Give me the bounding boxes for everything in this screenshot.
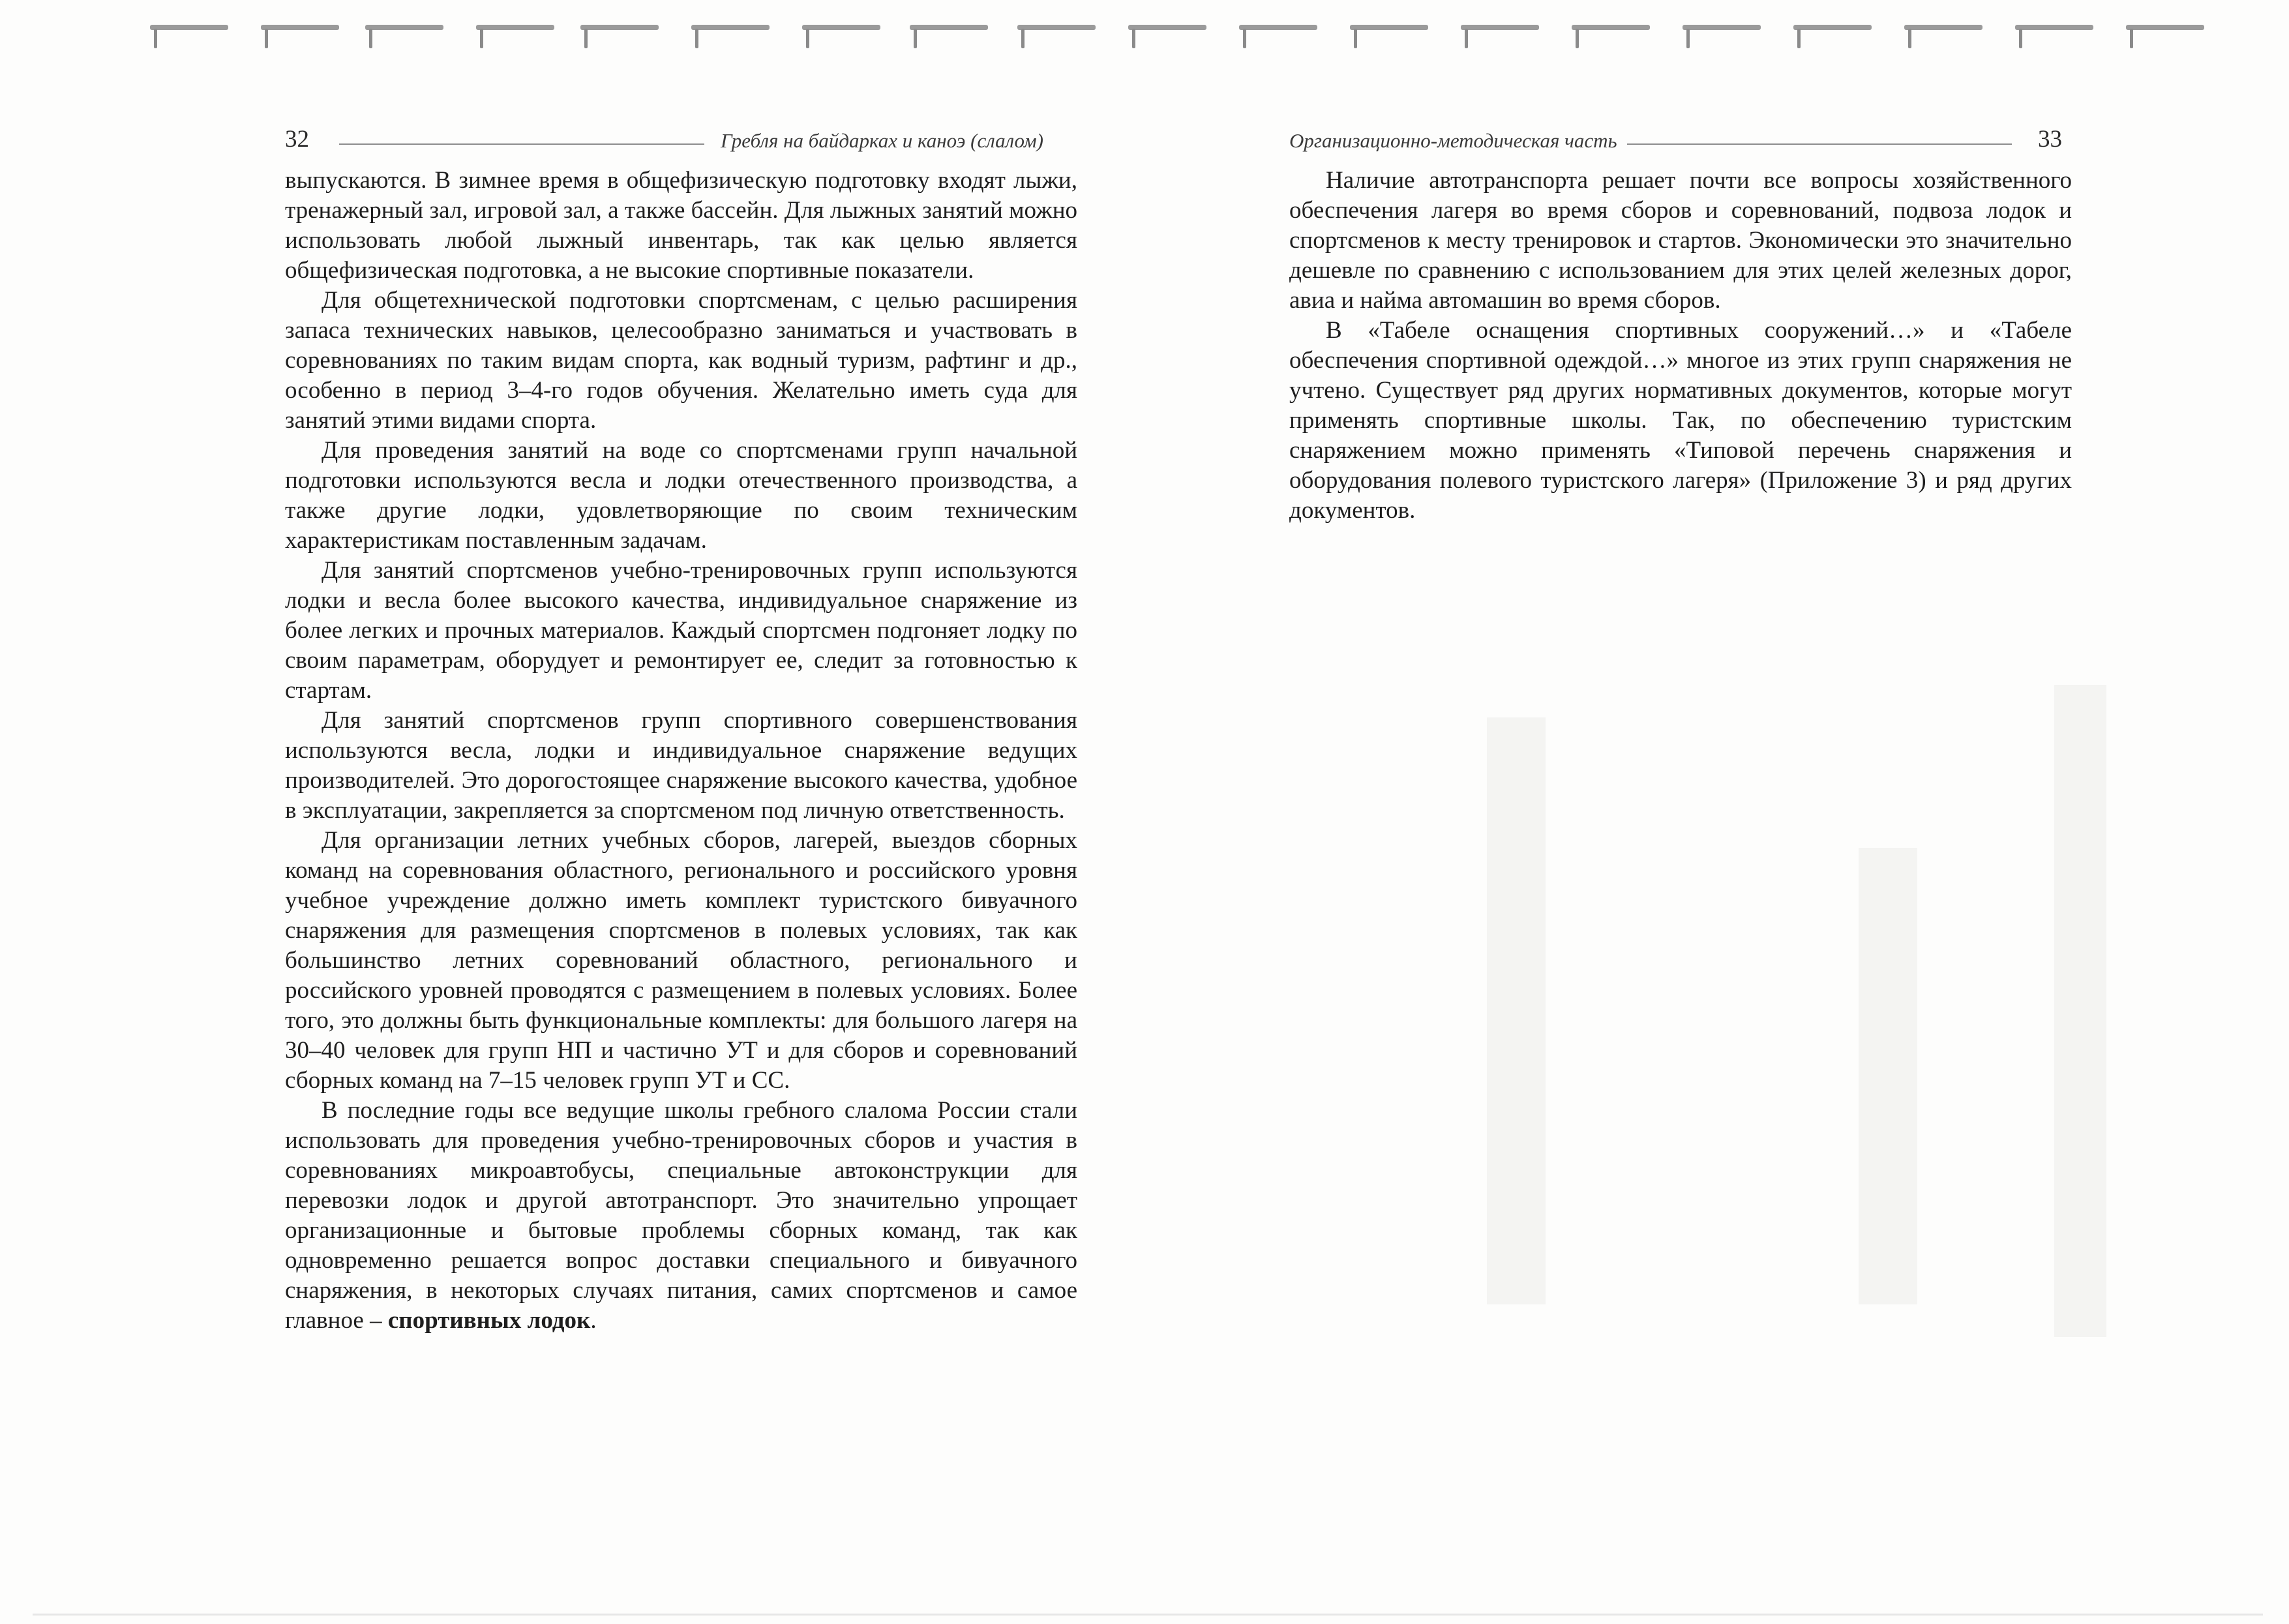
paragraph: Для общетехнической подготовки спортсменам, с целью расширения запаса технических навыков, целесообразно заниматься и участвовать в соревнованиях по таким видам спорта, как водный туризм, рафтинг и др., особенно в период 3–4-го годов обучения. Желательно иметь суда для занятий этими видами спорта. xyxy=(285,287,1077,434)
binding-mark xyxy=(691,25,770,30)
page-number-right: 33 xyxy=(2038,126,2062,153)
binding-mark xyxy=(261,25,339,30)
paragraph: Для организации летних учебных сборов, лагерей, выездов сборных команд на соревнования областного, регионального и российского уровня учебное учреждение должно иметь комплект туристского бивуачного снаряжения для размещения спортсменов в полевых условиях, так как большинство летних соревнований областного, регионального и российского уровней проводятся с размещением в полевых условиях. Более того, это должны быть функциональные комплекты: для большого лагеря на 30–40 человек для групп НП и частично УТ и для сборов и соревнований сборных команд на 7–15 человек групп УТ и СС. xyxy=(285,827,1077,1094)
binding-mark xyxy=(1461,25,1539,30)
binding-mark xyxy=(476,25,554,30)
right-page-body xyxy=(1289,166,2072,526)
header-rule-right xyxy=(1627,143,2012,145)
binding-mark xyxy=(1683,25,1761,30)
left-page-body xyxy=(285,166,1077,1336)
show-through-mark xyxy=(1859,848,1917,1304)
paragraph: Для проведения занятий на воде со спортсменами групп начальной подготовки используются весла и лодки отечественного производства, а также другие лодки, удовлетворяющие по своим техническим характеристикам поставленным задачам. xyxy=(285,437,1077,554)
page-number-left: 32 xyxy=(285,126,309,153)
paragraph: В «Табеле оснащения спортивных сооружений…» и «Табеле обеспечения спортивной одеждой…» многое из этих групп снаряжения не учтено. Существует ряд других нормативных документов, которые могут применять спортивные школы. Так, по обеспечению туристским снаряжением можно применять «Типовой перечень снаряжения и оборудования полевого туристского лагеря» (Приложение 3) и ряд других документов. xyxy=(1289,317,2072,524)
paragraph-text: В последние годы все ведущие школы гребного слалома России стали использовать для проведения учебно-тренировочных сборов и участия в соревнованиях микроавтобусы, специальные автоконструкции для перевозки лодок и другой автотранспорт. Это значительно упрощает организационные и бытовые проблемы сборных команд, так как одновременно решается вопрос доставки специального и бивуачного снаряжения, в некоторых случаях питания, самих спортсменов и самое главное – xyxy=(285,1097,1077,1334)
binding-mark xyxy=(365,25,443,30)
binding-mark xyxy=(1572,25,1650,30)
paragraph-end: . xyxy=(590,1307,597,1334)
binding-mark xyxy=(150,25,228,30)
paragraph: Для занятий спортсменов групп спортивного совершенствования используются весла, лодки и индивидуальное снаряжение ведущих производителей. Это дорогостоящее снаряжение высокого качества, удобное в эксплуатации, закрепляется за спортсменом под личную ответственность. xyxy=(285,707,1077,824)
binding-mark xyxy=(1017,25,1096,30)
binding-mark xyxy=(910,25,988,30)
binding-mark xyxy=(580,25,659,30)
binding-mark xyxy=(1128,25,1206,30)
header-rule-left xyxy=(339,143,704,145)
bold-emphasis: спортивных лодок xyxy=(387,1307,591,1334)
paragraph xyxy=(285,1096,1077,1336)
binding-mark xyxy=(1239,25,1317,30)
show-through-mark xyxy=(2054,685,2106,1337)
binding-mark xyxy=(2126,25,2204,30)
show-through-mark xyxy=(1487,717,1546,1304)
binding-mark xyxy=(1350,25,1428,30)
page-bottom-edge xyxy=(33,1614,2263,1616)
paragraph: Для занятий спортсменов учебно-тренировочных групп используются лодки и весла более высокого качества, индивидуальное снаряжение из более легких и прочных материалов. Каждый спортсмен подгоняет лодку по своим параметрам, оборудует и ремонтирует ее, следит за готовностью к стартам. xyxy=(285,557,1077,704)
paragraph: выпускаются. В зимнее время в общефизическую подготовку входят лыжи, тренажерный зал, игровой зал, а также бассейн. Для лыжных занятий можно использовать любой лыжный инвентарь, так как целью является общефизическая подготовка, а не высокие спортивные показатели. xyxy=(285,167,1077,284)
binding-mark xyxy=(2015,25,2093,30)
binding-mark xyxy=(802,25,880,30)
binding-holes xyxy=(0,0,2289,59)
running-title-right: Организационно-методическая часть xyxy=(1289,129,1617,152)
binding-mark xyxy=(1793,25,1872,30)
binding-mark xyxy=(1904,25,1982,30)
running-title-left: Гребля на байдарках и каноэ (слалом) xyxy=(721,129,1043,152)
paragraph: Наличие автотранспорта решает почти все вопросы хозяйственного обеспечения лагеря во время сборов и соревнований, подвоза лодок и спортсменов к месту тренировок и стартов. Экономически это значительно дешевле по сравнению с использованием для этих целей железных дорог, авиа и найма автомашин во время сборов. xyxy=(1289,167,2072,314)
